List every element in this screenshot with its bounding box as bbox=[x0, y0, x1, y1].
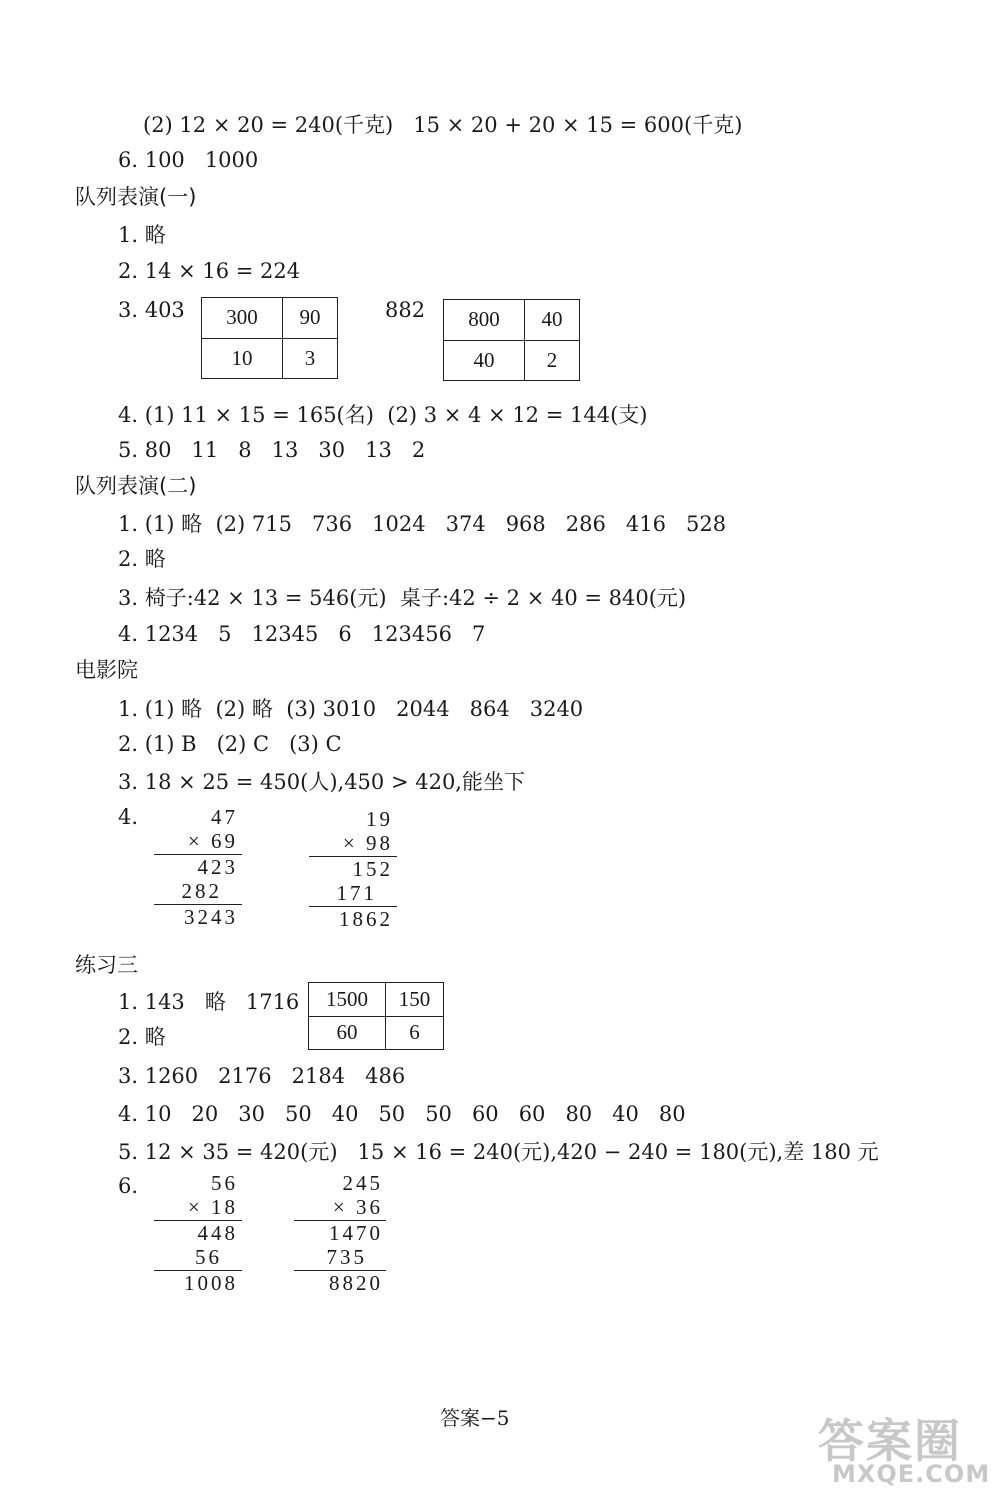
answer-line: 1. (1) 略 (2) 715 736 1024 374 968 286 416 528 bbox=[118, 512, 727, 536]
answer-line: 4. bbox=[118, 805, 139, 829]
partial-product: 423 bbox=[197, 855, 238, 879]
watermark-url: MXQE.COM bbox=[832, 1460, 991, 1488]
multiplier: × 69 bbox=[187, 829, 238, 853]
answer-line: 4. 1234 5 12345 6 123456 7 bbox=[118, 622, 486, 646]
section-heading: 练习三 bbox=[75, 953, 138, 977]
answer-line: 1. 略 bbox=[118, 223, 166, 247]
answer-line: 5. 12 × 35 = 420(元) 15 × 16 = 240(元),420 − 240 = 180(元),差 180 元 bbox=[118, 1140, 879, 1164]
answer-line: 1. (1) 略 (2) 略 (3) 3010 2044 864 3240 bbox=[118, 697, 584, 721]
table-cell: 150 bbox=[385, 983, 443, 1017]
partial-product: 152 bbox=[352, 857, 393, 881]
vertical-multiplication bbox=[290, 1172, 395, 1302]
vertical-multiplication bbox=[305, 808, 405, 938]
answer-line: 2. (1) B (2) C (3) C bbox=[118, 732, 342, 756]
table-cell: 3 bbox=[283, 338, 338, 379]
partial-product: 735 bbox=[326, 1245, 367, 1269]
partial-product: 282 bbox=[181, 879, 222, 903]
answer-line: 3. 椅子:42 × 13 = 546(元) 桌子:42 ÷ 2 × 40 = 840(元) bbox=[118, 586, 687, 610]
answer-line: 3. 403 bbox=[118, 298, 185, 322]
table-cell: 90 bbox=[283, 298, 338, 339]
area-model-table bbox=[201, 297, 338, 379]
answer-line: 6. bbox=[118, 1174, 139, 1198]
product: 3243 bbox=[184, 905, 238, 929]
section-heading: 电影院 bbox=[75, 658, 138, 682]
table-cell: 6 bbox=[385, 1016, 443, 1050]
page-number: 答案−5 bbox=[440, 1406, 510, 1430]
answer-line: 3. 18 × 25 = 450(人),450 > 420,能坐下 bbox=[118, 770, 525, 794]
section-heading: 队列表演(一) bbox=[75, 185, 197, 209]
multiplicand: 245 bbox=[342, 1171, 383, 1195]
table-cell: 800 bbox=[444, 300, 525, 341]
partial-product: 56 bbox=[195, 1245, 222, 1269]
answer-line: 882 bbox=[385, 298, 426, 322]
answer-line: 5. 80 11 8 13 30 13 2 bbox=[118, 438, 426, 462]
multiplier: × 18 bbox=[187, 1195, 238, 1219]
table-cell: 40 bbox=[444, 340, 525, 381]
answer-line: 2. 14 × 16 = 224 bbox=[118, 259, 301, 283]
table-cell: 300 bbox=[202, 298, 283, 339]
answer-line: 2. 略 bbox=[118, 547, 166, 571]
product: 1862 bbox=[339, 907, 393, 931]
multiplier: × 98 bbox=[342, 831, 393, 855]
multiplicand: 47 bbox=[211, 805, 238, 829]
answer-line: 3. 1260 2176 2184 486 bbox=[118, 1064, 406, 1088]
product: 1008 bbox=[184, 1271, 238, 1295]
answer-line: 1. 143 略 1716 bbox=[118, 990, 300, 1014]
answer-line: 6. 100 1000 bbox=[118, 148, 259, 172]
multiplier: × 36 bbox=[332, 1195, 383, 1219]
table-cell: 60 bbox=[309, 1016, 386, 1050]
area-model-table bbox=[443, 299, 580, 381]
table-cell: 10 bbox=[202, 338, 283, 379]
table-cell: 40 bbox=[525, 300, 580, 341]
partial-product: 448 bbox=[197, 1221, 238, 1245]
product: 8820 bbox=[329, 1271, 383, 1295]
answer-line: (2) 12 × 20 = 240(千克) 15 × 20 + 20 × 15 = 600(千克) bbox=[143, 113, 743, 137]
section-heading: 队列表演(二) bbox=[75, 474, 197, 498]
partial-product: 171 bbox=[336, 881, 377, 905]
multiplicand: 56 bbox=[211, 1171, 238, 1195]
area-model-table bbox=[308, 982, 444, 1050]
watermark-logo: 答案圈 bbox=[818, 1414, 962, 1468]
partial-product: 1470 bbox=[329, 1221, 383, 1245]
answer-line: 4. 10 20 30 50 40 50 50 60 60 80 40 80 bbox=[118, 1102, 686, 1126]
answer-line: 4. (1) 11 × 15 = 165(名) (2) 3 × 4 × 12 = 144(支) bbox=[118, 403, 648, 427]
vertical-multiplication bbox=[150, 806, 250, 936]
table-cell: 2 bbox=[525, 340, 580, 381]
table-cell: 1500 bbox=[309, 983, 386, 1017]
answer-line: 2. 略 bbox=[118, 1025, 166, 1049]
multiplicand: 19 bbox=[366, 807, 393, 831]
vertical-multiplication bbox=[150, 1172, 250, 1302]
